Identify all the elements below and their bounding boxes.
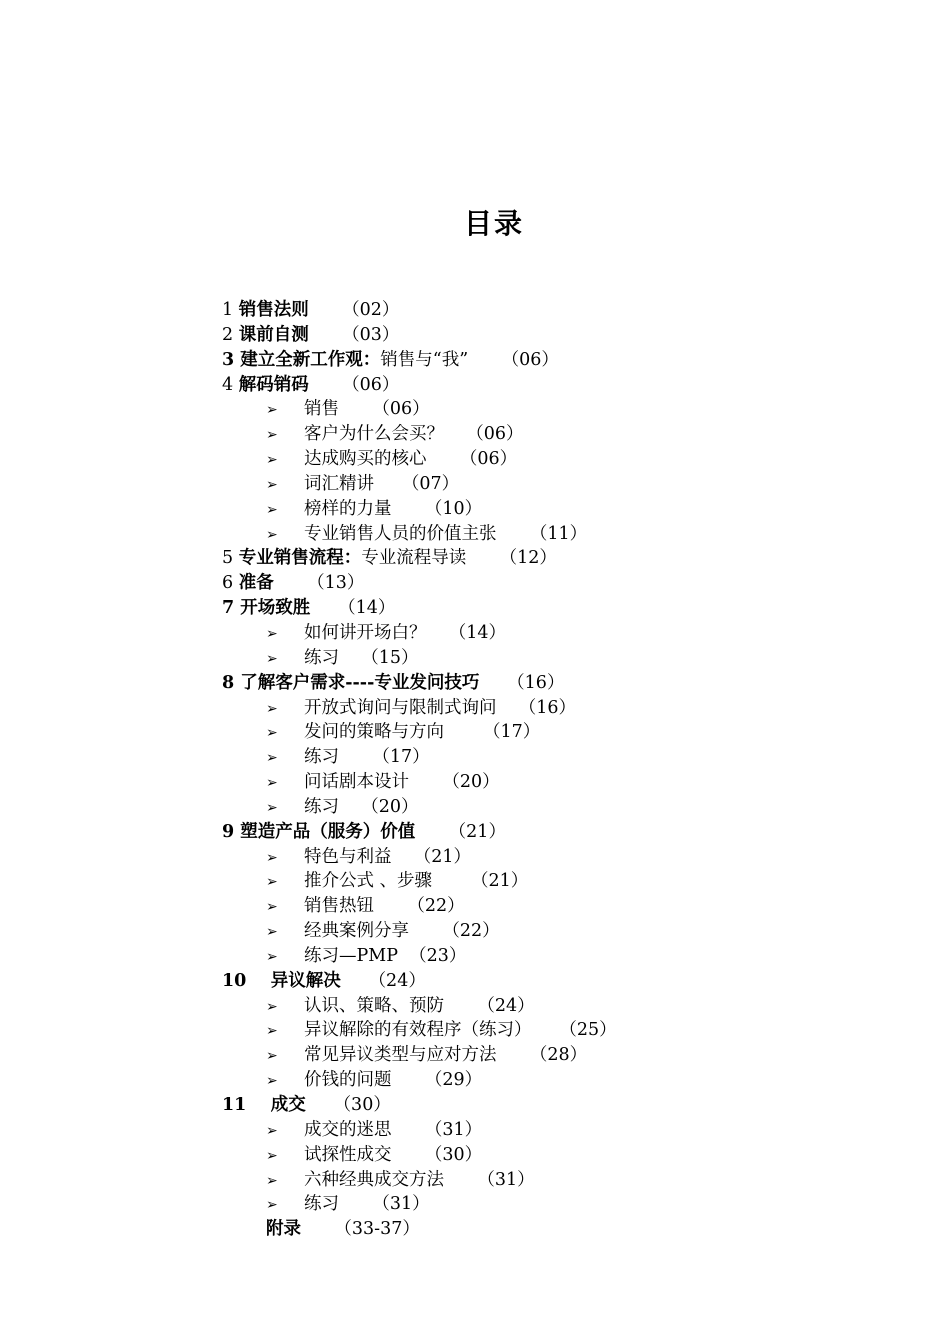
page-number: （20） — [442, 772, 500, 793]
page-title: 目录 — [463, 207, 524, 240]
spacer — [339, 648, 361, 668]
chapter-title: 销售法则 — [238, 300, 309, 320]
arrow-bullet-icon: ➢ — [266, 1048, 278, 1065]
arrow-bullet-icon: ➢ — [266, 501, 278, 518]
arrow-bullet-icon: ➢ — [266, 625, 278, 642]
page-number: （31） — [477, 1169, 535, 1190]
page-number: （13） — [307, 573, 365, 594]
chapter-number: 5 — [222, 548, 239, 569]
toc-sub-entry[interactable] — [222, 919, 922, 944]
toc-sub-entry[interactable] — [222, 621, 922, 646]
spacer — [497, 698, 519, 718]
toc-chapter-entry[interactable] — [222, 671, 922, 696]
chapter-title: 课前自测 — [238, 324, 309, 345]
toc-sub-entry[interactable] — [222, 894, 922, 919]
sub-entry-title: 成交的迷思 — [304, 1119, 392, 1140]
toc-appendix-entry[interactable] — [222, 1217, 922, 1242]
arrow-bullet-icon: ➢ — [266, 948, 278, 965]
spacer — [444, 1170, 477, 1190]
sub-entry-title: 榜样的力量 — [304, 498, 392, 519]
page-number: （22） — [442, 921, 500, 942]
spacer — [274, 573, 307, 593]
toc-sub-entry[interactable] — [222, 397, 922, 422]
chapter-subtitle: 销售与“我” — [380, 349, 469, 370]
sub-entry-title: 销售 — [304, 399, 339, 420]
spacer — [392, 1145, 425, 1165]
toc-sub-entry[interactable] — [222, 1192, 922, 1217]
toc-chapter-entry[interactable] — [222, 348, 922, 373]
page-number: （06） — [501, 349, 559, 370]
chapter-subtitle: 专业流程导读 — [361, 548, 467, 569]
toc-sub-entry[interactable] — [222, 845, 922, 870]
sub-entry-title: 达成购买的核心 — [304, 449, 427, 470]
toc-chapter-entry[interactable] — [222, 1093, 922, 1118]
arrow-bullet-icon: ➢ — [266, 874, 278, 891]
page-number: （24） — [477, 995, 535, 1016]
toc-sub-entry[interactable] — [222, 869, 922, 894]
sub-entry-title: 练习 — [304, 647, 339, 668]
page-number: （29） — [424, 1070, 483, 1091]
sub-entry-title: 认识、策略、预防 — [304, 995, 444, 1016]
page-number: （16） — [518, 697, 577, 718]
page-number: （10） — [424, 498, 483, 519]
chapter-number: 10 — [222, 970, 271, 991]
page-number: （21） — [471, 871, 529, 892]
toc-sub-entry[interactable] — [222, 1043, 922, 1068]
toc-sub-entry[interactable] — [222, 447, 922, 472]
sub-entry-title: 销售热钮 — [304, 896, 374, 917]
spacer — [392, 1070, 425, 1090]
page-number: （31） — [372, 1194, 430, 1215]
spacer — [339, 1194, 372, 1214]
page-number: （25） — [559, 1020, 617, 1041]
chapter-title: 成交 — [270, 1095, 306, 1115]
chapter-number: 1 — [222, 300, 239, 320]
page-number: （21） — [448, 821, 506, 842]
page-number: （31） — [424, 1119, 483, 1140]
arrow-bullet-icon: ➢ — [266, 476, 278, 493]
page-number: （06） — [342, 374, 400, 395]
spacer — [301, 1219, 334, 1239]
spacer — [532, 1020, 560, 1040]
spacer — [409, 921, 442, 941]
toc-sub-entry[interactable] — [222, 497, 922, 522]
page-number: （11） — [529, 523, 588, 544]
spacer — [479, 673, 507, 693]
toc-sub-entry[interactable] — [222, 1118, 922, 1143]
spacer — [374, 896, 407, 916]
sub-entry-title: 问话剧本设计 — [304, 772, 409, 793]
page-number: （06） — [459, 449, 518, 470]
spacer — [427, 623, 449, 643]
appendix-title: 附录 — [266, 1219, 301, 1240]
sub-entry-title: 练习 — [304, 1194, 339, 1215]
sub-entry-title: 试探性成交 — [304, 1144, 392, 1165]
toc-sub-entry[interactable] — [222, 944, 922, 969]
page-number: （06） — [466, 424, 524, 445]
chapter-title: 塑造产品（服务）价值 — [240, 821, 416, 842]
page-number: （12） — [499, 548, 557, 569]
toc-sub-entry[interactable] — [222, 770, 922, 795]
arrow-bullet-icon: ➢ — [266, 1073, 278, 1090]
page-number: （30） — [424, 1144, 483, 1165]
chapter-number: 2 — [222, 324, 239, 345]
chapter-title: 解码销码 — [238, 374, 309, 395]
sub-entry-title: 练习 — [304, 747, 339, 768]
spacer — [466, 548, 499, 568]
page-number: （07） — [401, 473, 460, 494]
chapter-number: 8 — [222, 672, 241, 693]
page-number: （03） — [342, 324, 400, 345]
arrow-bullet-icon: ➢ — [266, 700, 278, 717]
spacer — [310, 598, 338, 618]
sub-entry-title: 练习 — [304, 796, 339, 817]
sub-entry-title: 如何讲开场白？ — [304, 622, 427, 643]
spacer — [309, 300, 342, 320]
page-number: （20） — [361, 796, 419, 817]
sub-entry-title: 客户为什么会买？ — [304, 424, 444, 445]
chapter-title: 专业销售流程： — [238, 548, 362, 569]
page-number: （33-37） — [334, 1219, 420, 1240]
spacer — [415, 822, 448, 842]
toc-chapter-entry[interactable] — [222, 820, 922, 845]
toc-chapter-entry[interactable] — [222, 571, 922, 596]
page-number: （17） — [372, 747, 430, 768]
toc-sub-entry[interactable] — [222, 745, 922, 770]
arrow-bullet-icon: ➢ — [266, 924, 278, 941]
arrow-bullet-icon: ➢ — [266, 899, 278, 916]
chapter-number: 11 — [222, 1095, 271, 1115]
toc-chapter-entry[interactable] — [222, 596, 922, 621]
chapter-title: 了解客户需求----专业发问技巧 — [240, 672, 480, 693]
sub-entry-title: 推介公式 、步骤 — [304, 871, 433, 892]
page-number: （30） — [333, 1095, 391, 1115]
sub-entry-title: 六种经典成交方法 — [304, 1169, 444, 1190]
page-number: （21） — [413, 846, 472, 867]
toc-sub-entry[interactable] — [222, 795, 922, 820]
spacer — [392, 499, 425, 519]
toc-sub-entry[interactable] — [222, 1143, 922, 1168]
page-number: （02） — [342, 300, 400, 320]
spacer — [339, 399, 372, 419]
chapter-title: 开场致胜 — [240, 598, 311, 619]
toc-sub-entry[interactable] — [222, 522, 922, 547]
arrow-bullet-icon: ➢ — [266, 402, 278, 419]
spacer — [444, 424, 466, 444]
toc-chapter-entry[interactable] — [222, 546, 922, 571]
arrow-bullet-icon: ➢ — [266, 775, 278, 792]
sub-entry-title: 词汇精讲 — [304, 473, 374, 494]
spacer — [427, 449, 460, 469]
table-of-contents — [222, 298, 922, 1242]
arrow-bullet-icon: ➢ — [266, 725, 278, 742]
arrow-bullet-icon: ➢ — [266, 799, 278, 816]
spacer — [468, 350, 501, 370]
arrow-bullet-icon: ➢ — [266, 526, 278, 543]
toc-sub-entry[interactable] — [222, 720, 922, 745]
page-number: （23） — [409, 945, 467, 966]
arrow-bullet-icon: ➢ — [266, 650, 278, 667]
chapter-number: 6 — [222, 573, 239, 594]
arrow-bullet-icon: ➢ — [266, 998, 278, 1015]
chapter-number: 9 — [222, 821, 241, 842]
arrow-bullet-icon: ➢ — [266, 1147, 278, 1164]
page-number: （24） — [368, 970, 426, 991]
toc-sub-entry[interactable] — [222, 1018, 922, 1043]
spacer — [444, 996, 477, 1016]
page-number: （14） — [338, 598, 396, 619]
page-number: （06） — [372, 399, 430, 420]
toc-sub-entry[interactable] — [222, 1168, 922, 1193]
chapter-title: 异议解决 — [270, 970, 341, 991]
spacer — [309, 375, 342, 395]
toc-sub-entry[interactable] — [222, 994, 922, 1019]
spacer — [497, 524, 530, 544]
sub-entry-title: 经典案例分享 — [304, 921, 409, 942]
arrow-bullet-icon: ➢ — [266, 1122, 278, 1139]
spacer — [497, 1045, 530, 1065]
toc-sub-entry[interactable] — [222, 696, 922, 721]
toc-sub-entry[interactable] — [222, 646, 922, 671]
spacer — [432, 871, 471, 891]
spacer — [392, 1120, 425, 1140]
toc-chapter-entry[interactable] — [222, 373, 922, 398]
toc-chapter-entry[interactable] — [222, 298, 922, 323]
page-number: （28） — [529, 1045, 588, 1066]
toc-chapter-entry[interactable] — [222, 323, 922, 348]
spacer — [444, 722, 483, 742]
page-number: （17） — [482, 722, 541, 743]
chapter-title: 准备 — [238, 573, 274, 594]
chapter-number: 7 — [222, 598, 241, 619]
arrow-bullet-icon: ➢ — [266, 1172, 278, 1189]
spacer — [339, 747, 372, 767]
sub-entry-title: 专业销售人员的价值主张 — [304, 523, 497, 544]
page-number: （22） — [407, 896, 465, 917]
spacer — [392, 847, 414, 867]
spacer — [341, 971, 369, 991]
spacer — [306, 1095, 334, 1115]
page-number: （15） — [361, 647, 419, 668]
page-number: （16） — [507, 672, 565, 693]
sub-entry-title: 发问的策略与方向 — [304, 722, 444, 743]
chapter-number: 4 — [222, 374, 239, 395]
spacer — [398, 946, 409, 966]
arrow-bullet-icon: ➢ — [266, 1023, 278, 1040]
toc-chapter-entry[interactable] — [222, 969, 922, 994]
spacer — [374, 474, 402, 494]
chapter-title: 建立全新工作观： — [240, 349, 381, 370]
sub-entry-title: 常见异议类型与应对方法 — [304, 1045, 497, 1066]
sub-entry-title: 开放式询问与限制式询问 — [304, 697, 497, 718]
sub-entry-title: 特色与利益 — [304, 846, 392, 867]
spacer — [409, 772, 442, 792]
sub-entry-title: 练习—PMP — [304, 945, 398, 966]
sub-entry-title: 异议解除的有效程序（练习） — [304, 1020, 532, 1041]
arrow-bullet-icon: ➢ — [266, 750, 278, 767]
arrow-bullet-icon: ➢ — [266, 849, 278, 866]
toc-sub-entry[interactable] — [222, 422, 922, 447]
toc-sub-entry[interactable] — [222, 472, 922, 497]
arrow-bullet-icon: ➢ — [266, 1197, 278, 1214]
spacer — [339, 797, 361, 817]
chapter-number: 3 — [222, 349, 241, 370]
arrow-bullet-icon: ➢ — [266, 452, 278, 469]
arrow-bullet-icon: ➢ — [266, 427, 278, 444]
spacer — [309, 325, 342, 345]
toc-sub-entry[interactable] — [222, 1068, 922, 1093]
page-number: （14） — [448, 622, 507, 643]
sub-entry-title: 价钱的问题 — [304, 1070, 392, 1091]
